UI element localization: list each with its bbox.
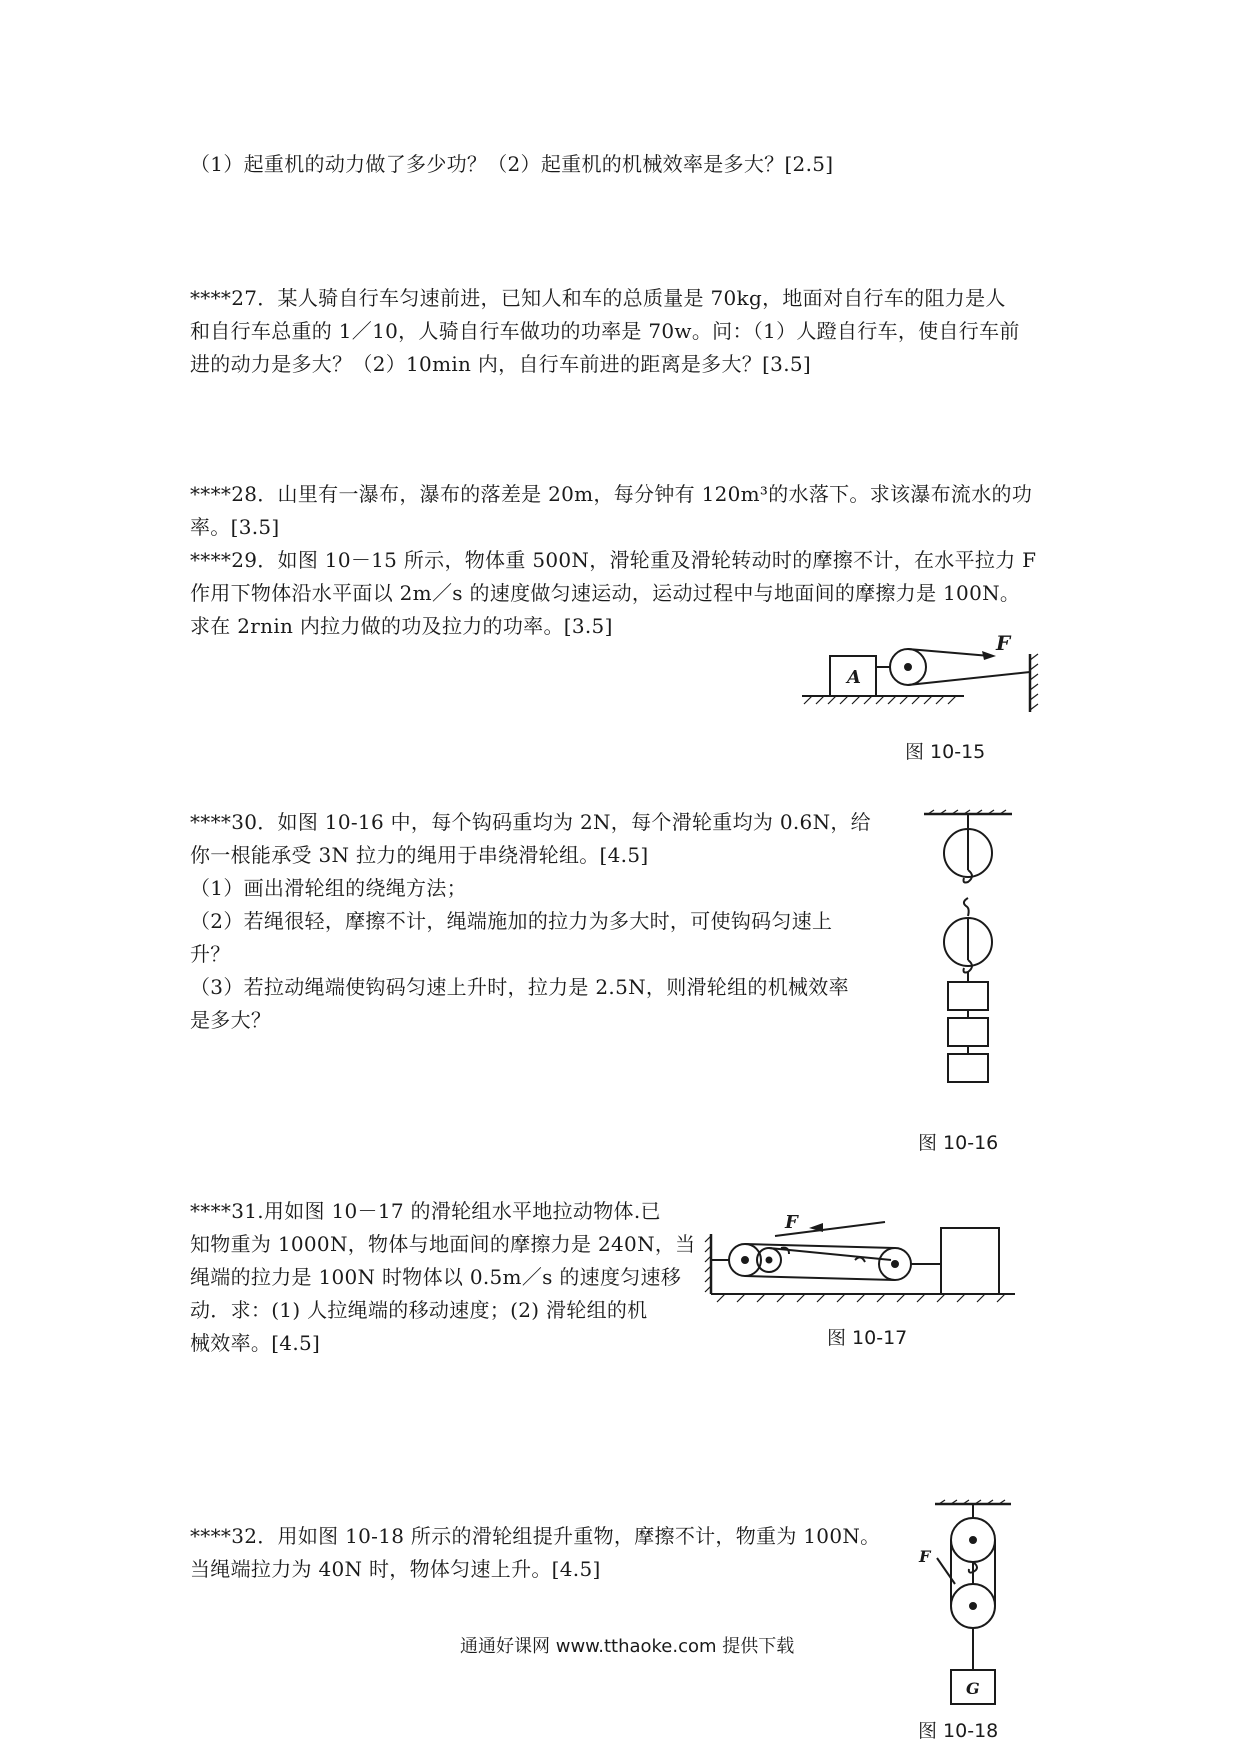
q28-line-1: ****28．山里有一瀑布，瀑布的落差是 20m，每分钟有 120m³的水落下。求该瀑布流水的功 bbox=[190, 482, 1033, 506]
page-footer: 通通好课网 www.tthaoke.com 提供下载 bbox=[460, 1636, 795, 1657]
q29-line-1: ****29．如图 10－15 所示，物体重 500N，滑轮重及滑轮转动时的摩擦不计，在水平拉力 F bbox=[190, 548, 1037, 572]
q27-line-2: 和自行车总重的 1／10，人骑自行车做功的功率是 70w。问：（1）人蹬自行车，使自行车前 bbox=[190, 319, 1020, 343]
q30-line-7: 是多大？ bbox=[190, 1008, 272, 1032]
q26-tail: （1）起重机的动力做了多少功？（2）起重机的机械效率是多大？[2.5] bbox=[190, 152, 834, 176]
figure-10-18 bbox=[915, 1500, 1025, 1708]
force-f-label: F bbox=[996, 631, 1011, 655]
q31-line-2: 知物重为 1000N，物体与地面间的摩擦力是 240N，当 bbox=[190, 1232, 696, 1256]
figure-10-17-caption: 图 10-17 bbox=[827, 1327, 908, 1349]
q32-line-1: ****32．用如图 10-18 所示的滑轮组提升重物，摩擦不计，物重为 100N。 bbox=[190, 1524, 881, 1548]
force-f-label: F bbox=[919, 1547, 931, 1566]
figure-10-15-caption: 图 10-15 bbox=[905, 741, 986, 763]
figure-10-16-caption: 图 10-16 bbox=[918, 1132, 999, 1154]
q31-line-5: 械效率。[4.5] bbox=[190, 1331, 321, 1355]
block-a-label: A bbox=[847, 667, 861, 688]
figure-10-16 bbox=[920, 810, 1020, 1100]
q30-line-4: （2）若绳很轻，摩擦不计，绳端施加的拉力为多大时，可使钩码匀速上 bbox=[190, 909, 833, 933]
q27-line-3: 进的动力是多大？（2）10min 内，自行车前进的距离是多大？[3.5] bbox=[190, 352, 811, 376]
q29-line-3: 求在 2rnin 内拉力做的功及拉力的功率。[3.5] bbox=[190, 614, 613, 638]
q31-line-1: ****31.用如图 10－17 的滑轮组水平地拉动物体.已 bbox=[190, 1199, 661, 1223]
q31-line-4: 动．求：(1) 人拉绳端的移动速度；(2) 滑轮组的机 bbox=[190, 1298, 648, 1322]
figure-10-18-caption: 图 10-18 bbox=[918, 1720, 999, 1742]
q31-line-3: 绳端的拉力是 100N 时物体以 0.5m／s 的速度匀速移 bbox=[190, 1265, 682, 1289]
q27-line-1: ****27．某人骑自行车匀速前进，已知人和车的总质量是 70kg，地面对自行车的阻力是人 bbox=[190, 286, 1006, 310]
force-f-label: F bbox=[785, 1212, 798, 1233]
q32-line-2: 当绳端拉力为 40N 时，物体匀速上升。[4.5] bbox=[190, 1557, 601, 1581]
weight-g-label: G bbox=[966, 1679, 980, 1698]
q30-line-2: 你一根能承受 3N 拉力的绳用于串绕滑轮组。[4.5] bbox=[190, 843, 649, 867]
figure-10-15 bbox=[800, 631, 1060, 720]
q30-line-5: 升？ bbox=[190, 942, 231, 966]
q28-line-2: 率。[3.5] bbox=[190, 515, 280, 539]
q30-line-1: ****30．如图 10-16 中，每个钩码重均为 2N，每个滑轮重均为 0.6N，给 bbox=[190, 810, 871, 834]
q30-line-6: （3）若拉动绳端使钩码匀速上升时，拉力是 2.5N，则滑轮组的机械效率 bbox=[190, 975, 849, 999]
q29-line-2: 作用下物体沿水平面以 2m／s 的速度做匀速运动，运动过程中与地面间的摩擦力是 100N。 bbox=[190, 581, 1021, 605]
figure-10-17 bbox=[705, 1208, 1015, 1308]
q30-line-3: （1）画出滑轮组的绕绳方法； bbox=[190, 876, 467, 900]
